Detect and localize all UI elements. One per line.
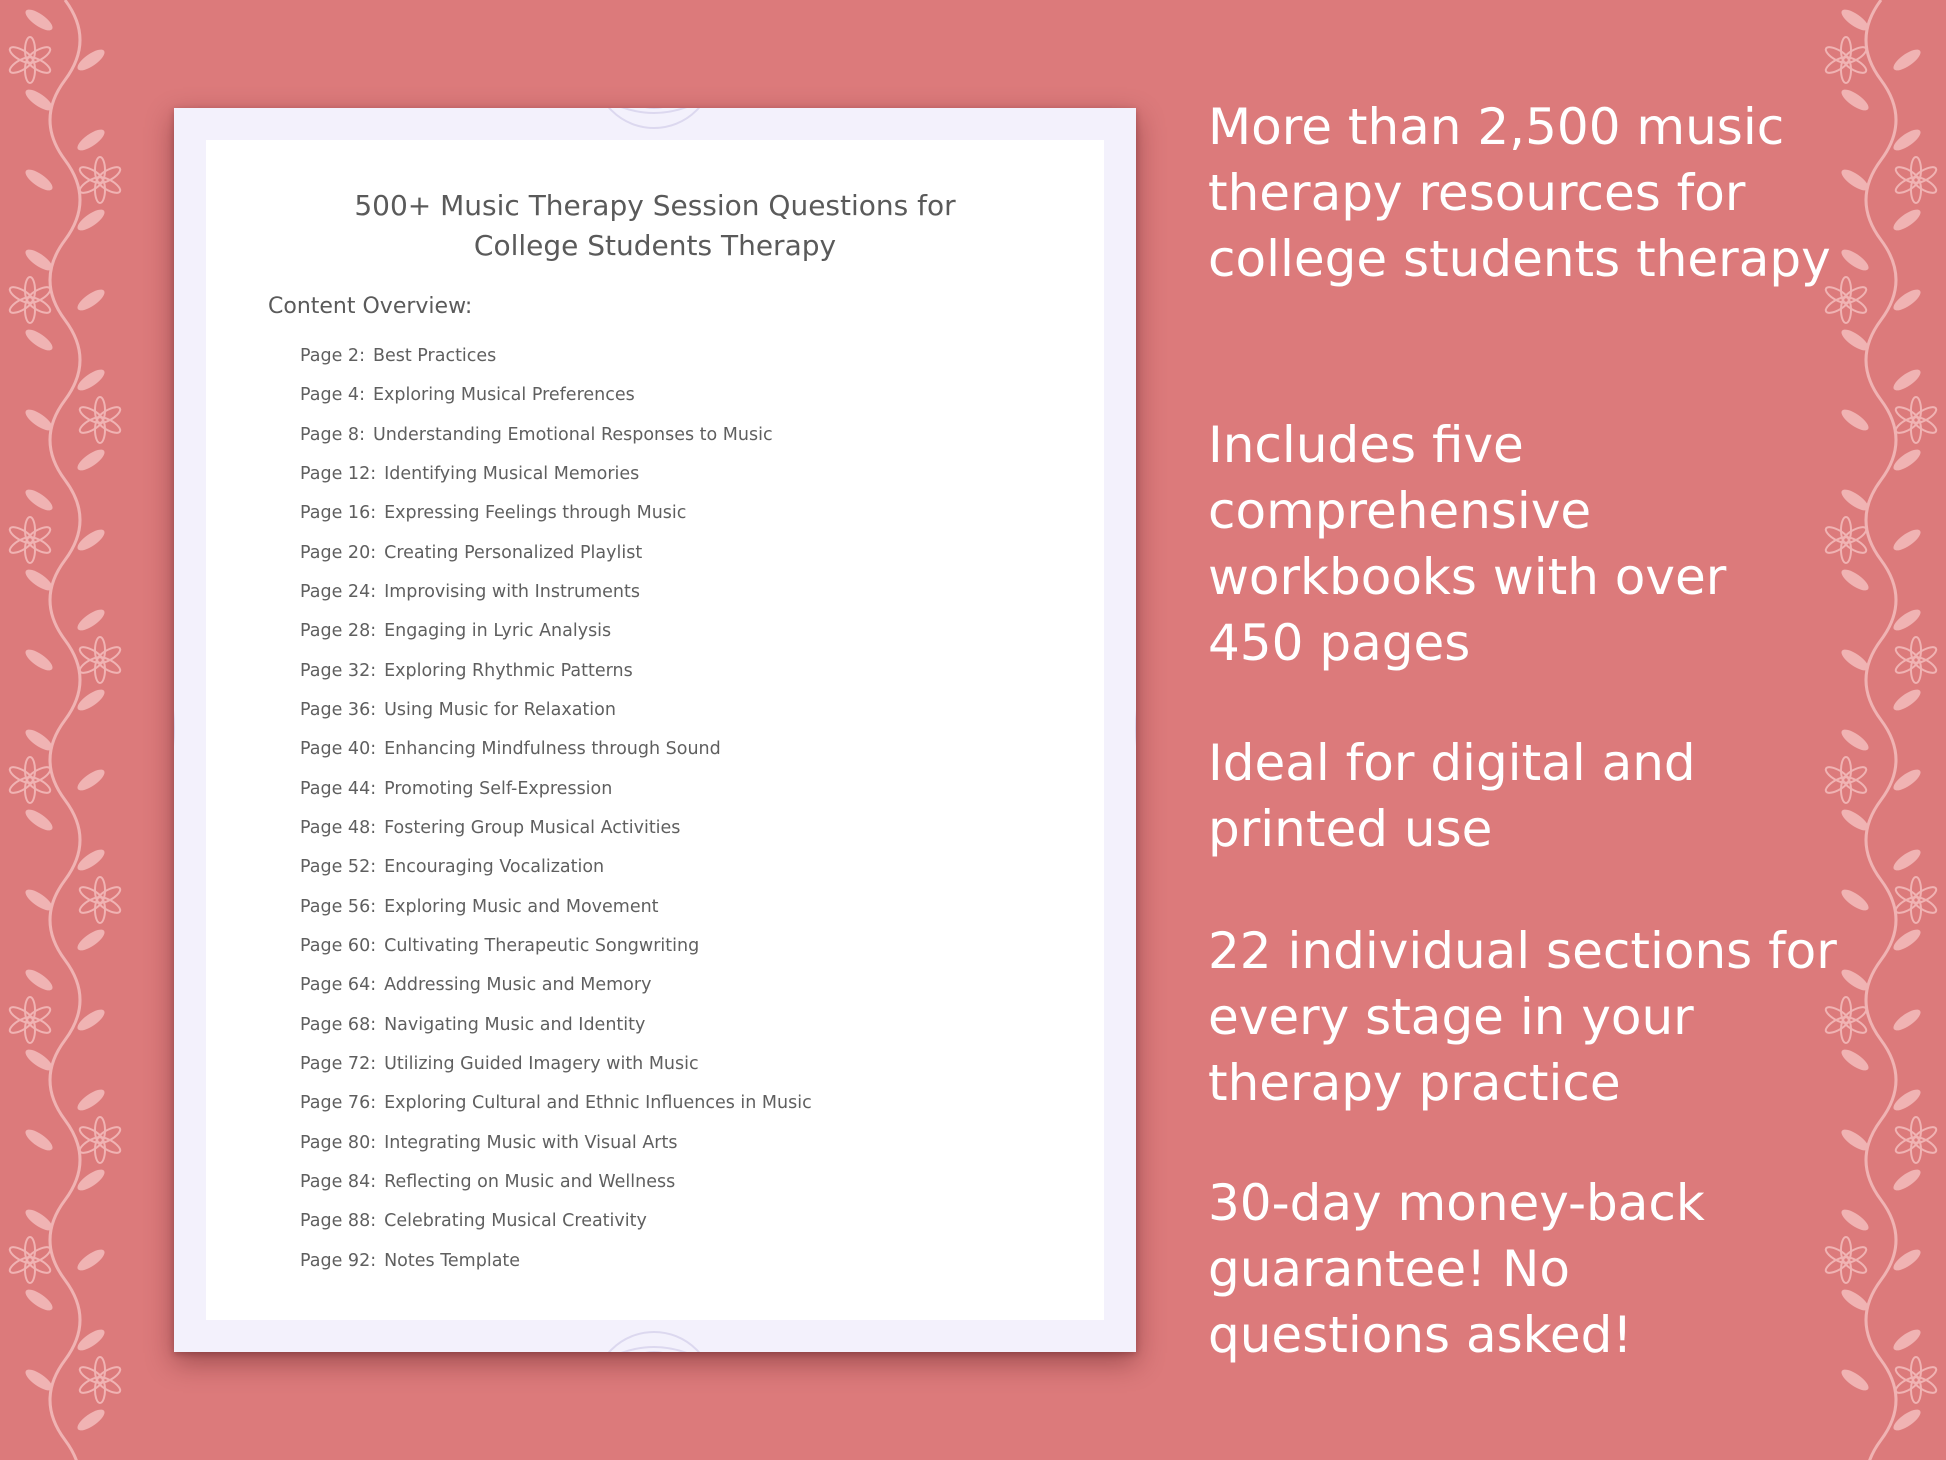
toc-topic: Navigating Music and Identity bbox=[384, 1014, 646, 1035]
toc-item bbox=[300, 697, 812, 736]
document-preview bbox=[174, 108, 1136, 1352]
document-title bbox=[206, 186, 1104, 266]
toc-topic: Integrating Music with Visual Arts bbox=[384, 1132, 678, 1153]
toc-page-number: Page 92: bbox=[300, 1250, 377, 1271]
toc-item bbox=[300, 776, 812, 815]
toc-page-number: Page 16: bbox=[300, 503, 377, 524]
toc-item bbox=[300, 894, 812, 933]
content-overview-label: Content Overview: bbox=[268, 294, 473, 319]
toc-topic: Addressing Music and Memory bbox=[384, 975, 652, 996]
toc-topic: Exploring Musical Preferences bbox=[372, 385, 635, 406]
toc-item bbox=[300, 461, 812, 500]
mandala-right-icon bbox=[1106, 608, 1136, 848]
toc-page-number: Page 64: bbox=[300, 975, 377, 996]
toc-topic: Exploring Cultural and Ethnic Influences in Music bbox=[384, 1093, 812, 1114]
toc-item bbox=[300, 500, 812, 539]
toc-item bbox=[300, 1012, 812, 1051]
table-of-contents bbox=[300, 343, 812, 1287]
toc-topic: Improvising with Instruments bbox=[384, 581, 640, 602]
feature-resources: More than 2,500 music therapy resources for college students therapy bbox=[1208, 98, 1831, 288]
toc-topic: Creating Personalized Playlist bbox=[384, 542, 643, 563]
toc-page-number: Page 76: bbox=[300, 1093, 377, 1114]
toc-topic: Utilizing Guided Imagery with Music bbox=[384, 1053, 699, 1074]
toc-page-number: Page 60: bbox=[300, 935, 377, 956]
toc-item bbox=[300, 1051, 812, 1090]
toc-item bbox=[300, 1169, 812, 1208]
toc-page-number: Page 88: bbox=[300, 1211, 377, 1232]
toc-topic: Encouraging Vocalization bbox=[384, 857, 605, 878]
toc-topic: Best Practices bbox=[372, 346, 497, 366]
toc-topic: Reflecting on Music and Wellness bbox=[384, 1171, 676, 1192]
toc-topic: Cultivating Therapeutic Songwriting bbox=[384, 935, 700, 956]
document-title-line-2: College Students Therapy bbox=[473, 229, 837, 262]
toc-item bbox=[300, 579, 812, 618]
toc-item bbox=[300, 1090, 812, 1129]
toc-page-number: Page 8: bbox=[300, 424, 365, 445]
toc-item bbox=[300, 1248, 812, 1287]
toc-page-number: Page 80: bbox=[300, 1132, 377, 1153]
toc-topic: Engaging in Lyric Analysis bbox=[384, 621, 612, 642]
toc-topic: Identifying Musical Memories bbox=[384, 463, 640, 484]
toc-item bbox=[300, 618, 812, 657]
toc-topic: Exploring Music and Movement bbox=[384, 896, 659, 917]
toc-topic: Expressing Feelings through Music bbox=[384, 503, 687, 524]
toc-page-number: Page 44: bbox=[300, 778, 377, 799]
feature-digital-print: Ideal for digital and printed use bbox=[1208, 734, 1696, 858]
toc-item bbox=[300, 1208, 812, 1247]
feature-sections: 22 individual sections for every stage in your therapy practice bbox=[1208, 922, 1837, 1112]
toc-item bbox=[300, 343, 812, 382]
toc-topic: Notes Template bbox=[384, 1250, 521, 1271]
feature-workbooks: Includes five comprehensive workbooks with over 450 pages bbox=[1208, 416, 1727, 672]
toc-page-number: Page 52: bbox=[300, 857, 377, 878]
toc-topic: Promoting Self-Expression bbox=[384, 778, 613, 799]
toc-page-number: Page 36: bbox=[300, 699, 377, 720]
toc-topic: Exploring Rhythmic Patterns bbox=[384, 660, 633, 681]
toc-page-number: Page 12: bbox=[300, 463, 377, 484]
floral-vine-left-icon bbox=[0, 0, 130, 1460]
toc-page-number: Page 40: bbox=[300, 739, 377, 760]
toc-item bbox=[300, 382, 812, 421]
toc-item bbox=[300, 972, 812, 1011]
toc-item bbox=[300, 422, 812, 461]
toc-item bbox=[300, 540, 812, 579]
toc-topic: Understanding Emotional Responses to Music bbox=[372, 424, 773, 445]
toc-page-number: Page 32: bbox=[300, 660, 377, 681]
document-title-line-1: 500+ Music Therapy Session Questions for bbox=[354, 189, 956, 222]
toc-page-number: Page 24: bbox=[300, 581, 377, 602]
toc-page-number: Page 56: bbox=[300, 896, 377, 917]
toc-page-number: Page 28: bbox=[300, 621, 377, 642]
toc-topic: Using Music for Relaxation bbox=[384, 699, 616, 720]
toc-item bbox=[300, 1130, 812, 1169]
toc-page-number: Page 2: bbox=[300, 346, 365, 366]
toc-topic: Enhancing Mindfulness through Sound bbox=[384, 739, 721, 760]
toc-item bbox=[300, 815, 812, 854]
feature-guarantee: 30-day money-back guarantee! No questions asked! bbox=[1208, 1174, 1705, 1364]
toc-item bbox=[300, 658, 812, 697]
toc-page-number: Page 84: bbox=[300, 1171, 377, 1192]
toc-page-number: Page 48: bbox=[300, 817, 377, 838]
toc-topic: Fostering Group Musical Activities bbox=[384, 817, 681, 838]
toc-page-number: Page 20: bbox=[300, 542, 377, 563]
toc-page-number: Page 72: bbox=[300, 1053, 377, 1074]
toc-page-number: Page 4: bbox=[300, 385, 365, 406]
toc-item bbox=[300, 854, 812, 893]
document-page bbox=[206, 140, 1104, 1320]
toc-page-number: Page 68: bbox=[300, 1014, 377, 1035]
mandala-left-icon bbox=[174, 608, 204, 848]
toc-item bbox=[300, 736, 812, 775]
toc-item bbox=[300, 933, 812, 972]
toc-topic: Celebrating Musical Creativity bbox=[384, 1211, 647, 1232]
